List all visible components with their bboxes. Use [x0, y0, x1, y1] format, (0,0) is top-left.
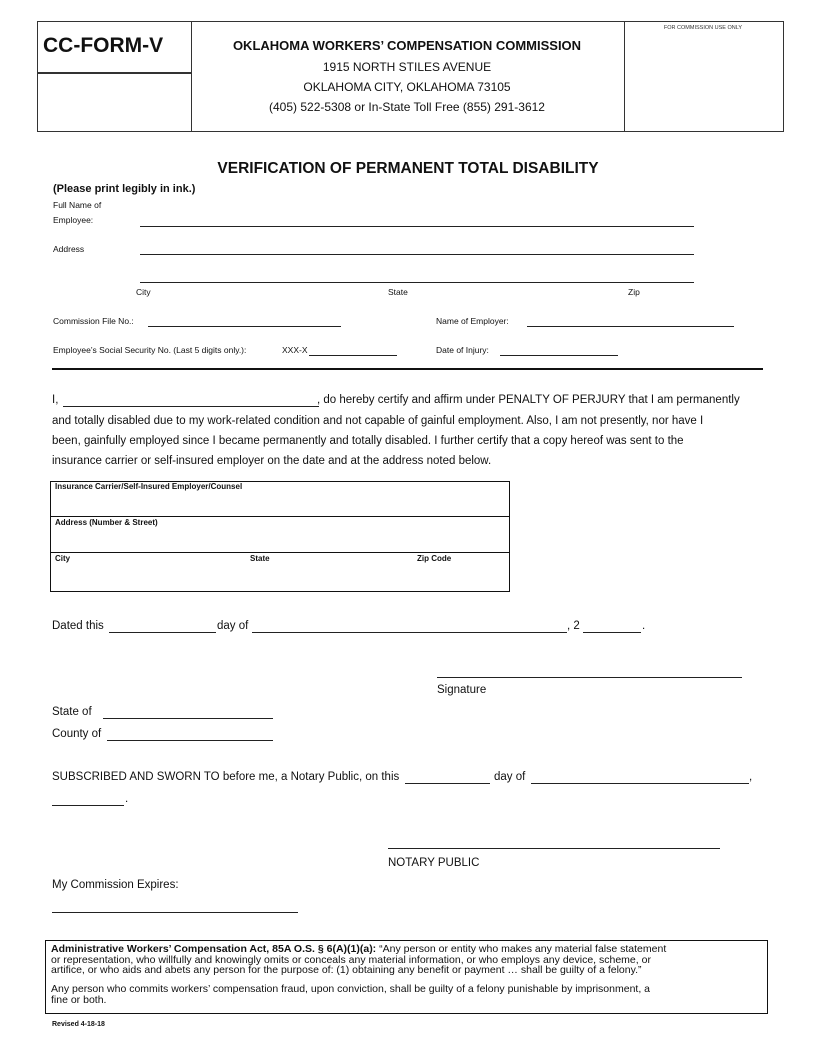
employer-label: Name of Employer:: [436, 316, 509, 326]
zip-label: Zip: [628, 287, 640, 297]
full-name-input[interactable]: [140, 226, 694, 227]
full-name-label-2: Employee:: [53, 215, 94, 225]
commission-use-label: FOR COMMISSION USE ONLY: [663, 25, 743, 31]
legal-p2-line1: Any person who commits workers’ compensation fraud, upon conviction, shall be guilty of a felony punishable by imprisonment, a: [51, 983, 651, 995]
legal-citation: Administrative Workers’ Compensation Act, 85A O.S. § 6(A)(1)(a):: [51, 943, 377, 955]
dated-year-prefix: , 2: [567, 620, 580, 632]
commission-use-box: [624, 21, 784, 132]
ssn-input[interactable]: [309, 355, 397, 356]
carrier-row-divider-2: [50, 552, 509, 553]
carrier-name-input[interactable]: [52, 494, 506, 514]
legal-p1-line3: artifice, or who aids and abets any person for the purpose of: (1) obtaining any benefit or payment … shall be guilty of a felony.”: [51, 964, 642, 976]
agency-address-line2: OKLAHOMA CITY, OKLAHOMA 73105: [303, 80, 511, 94]
header-left-lower-box: [37, 72, 192, 132]
sworn-day-input[interactable]: [405, 783, 490, 784]
dated-prefix: Dated this: [52, 620, 104, 632]
file-number-label: Commission File No.:: [53, 316, 134, 326]
address-input-line2[interactable]: [140, 282, 694, 283]
file-number-input[interactable]: [148, 326, 341, 327]
address-label: Address: [53, 244, 85, 254]
sworn-prefix: SUBSCRIBED AND SWORN TO before me, a Notary Public, on this: [52, 771, 400, 783]
sworn-day-of: day of: [494, 771, 526, 783]
full-name-label-1: Full Name of: [53, 200, 102, 210]
legal-p1-line2: or representation, who willfully and knowingly omits or conceals any material information, or who employs any device, scheme, or: [51, 954, 651, 966]
cert-i-prefix: I,: [52, 394, 59, 406]
state-of-input[interactable]: [103, 718, 273, 719]
cert-line1: , do hereby certify and affirm under PENALTY OF PERJURY that I am permanently: [317, 394, 740, 406]
carrier-state-label: State: [250, 554, 270, 563]
dated-day-of: day of: [217, 620, 249, 632]
carrier-zip-label: Zip Code: [417, 554, 452, 563]
notary-public-label: NOTARY PUBLIC: [388, 857, 480, 869]
sworn-comma: ,: [749, 771, 753, 783]
carrier-name-label: Insurance Carrier/Self-Insured Employer/Counsel: [55, 482, 243, 491]
cert-line3: been, gainfully employed since I became permanently and totally disabled. I further certify that a copy hereof was sent to the: [52, 435, 684, 447]
carrier-city-state-zip-input[interactable]: [52, 566, 506, 588]
state-label: State: [388, 287, 408, 297]
agency-address-line1: 1915 NORTH STILES AVENUE: [322, 60, 492, 74]
dated-month-input[interactable]: [252, 632, 567, 633]
certifier-name-input[interactable]: [63, 406, 319, 407]
legal-quote-start: “Any person or entity who makes any material false statement: [379, 943, 667, 955]
legal-p2-line2: fine or both.: [51, 994, 107, 1006]
carrier-address-input[interactable]: [52, 530, 506, 550]
carrier-address-label: Address (Number & Street): [55, 518, 158, 527]
form-code: CC-FORM-V: [43, 34, 164, 57]
commission-expires-input[interactable]: [52, 912, 298, 913]
ssn-label: Employee’s Social Security No. (Last 5 digits only.):: [53, 345, 247, 355]
ssn-prefix: XXX-X: [282, 345, 308, 355]
signature-label: Signature: [437, 684, 487, 696]
address-input-line1[interactable]: [140, 254, 694, 255]
agency-phone: (405) 522-5308 or In-State Toll Free (855) 291-3612: [269, 100, 545, 114]
section-divider: [52, 368, 763, 370]
signature-input[interactable]: [437, 677, 742, 678]
city-label: City: [136, 287, 151, 297]
dated-year-input[interactable]: [583, 632, 641, 633]
cert-line2: and totally disabled due to my work-related condition and not capable of gainful employment. Also, I am not presently, nor have I: [52, 415, 704, 427]
print-instruction: (Please print legibly in ink.): [53, 183, 196, 195]
county-of-input[interactable]: [107, 740, 273, 741]
notary-signature-input[interactable]: [388, 848, 720, 849]
dated-end: .: [642, 620, 646, 632]
carrier-row-divider-1: [50, 516, 509, 517]
employer-input[interactable]: [527, 326, 734, 327]
state-of-label: State of: [52, 706, 92, 718]
sworn-month-input[interactable]: [531, 783, 749, 784]
dated-day-input[interactable]: [109, 632, 216, 633]
injury-date-label: Date of Injury:: [436, 345, 489, 355]
agency-name: OKLAHOMA WORKERS’ COMPENSATION COMMISSION: [232, 38, 582, 53]
injury-date-input[interactable]: [500, 355, 618, 356]
form-title: VERIFICATION OF PERMANENT TOTAL DISABILITY: [217, 160, 599, 177]
sworn-year-input[interactable]: [52, 805, 124, 806]
commission-expires-label: My Commission Expires:: [52, 879, 179, 891]
sworn-period: .: [125, 793, 129, 805]
carrier-city-label: City: [55, 554, 71, 563]
revised-date: Revised 4-18-18: [52, 1021, 105, 1028]
county-of-label: County of: [52, 728, 102, 740]
cert-line4: insurance carrier or self-insured employer on the date and at the address noted below.: [52, 455, 492, 467]
